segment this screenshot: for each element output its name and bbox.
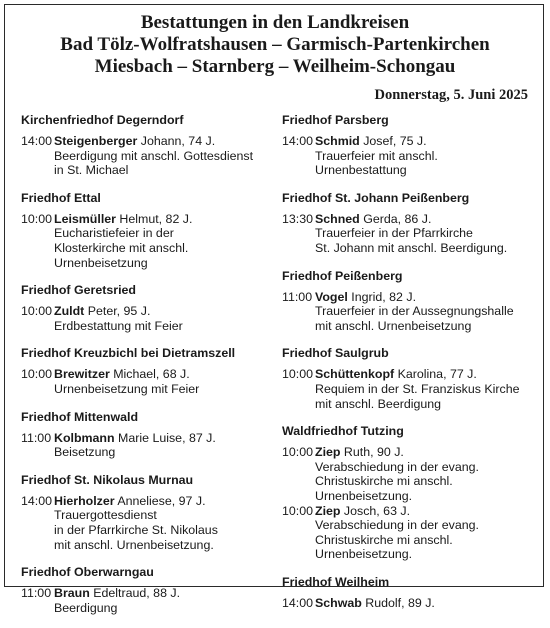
entry-given-age: Karolina, 77 J. xyxy=(394,367,477,382)
notice-date: Donnerstag, 5. Juni 2025 xyxy=(374,87,528,103)
entry-surname: Steigenberger xyxy=(54,134,138,148)
entry-given-age: Josch, 63 J. xyxy=(340,503,411,518)
entry-main-line xyxy=(282,445,537,460)
entry-name xyxy=(54,367,190,382)
entry-detail: Trauerfeier in der Pfarrkirche xyxy=(315,226,473,241)
entry-name xyxy=(54,212,192,227)
entry-detail: Requiem in der St. Franziskus Kirche xyxy=(315,381,520,396)
entry-main-line xyxy=(21,134,271,149)
entry-detail: Trauerfeier mit anschl. xyxy=(315,148,438,163)
entry-time: 13:30 xyxy=(282,211,314,226)
entry-main-line xyxy=(21,304,271,319)
cemetery-name: Friedhof Mittenwald xyxy=(21,409,139,424)
entry-given-age: Ingrid, 82 J. xyxy=(347,289,417,304)
entry-detail: Urnenbeisetzung xyxy=(54,255,148,270)
cemetery-block xyxy=(21,283,271,333)
cemetery-name: Friedhof Oberwarngau xyxy=(21,565,154,580)
right-column xyxy=(282,113,537,623)
entry-main-line xyxy=(21,586,271,601)
entry-main-line xyxy=(21,212,271,227)
burial-entry xyxy=(21,586,271,615)
cemetery-name: Waldfriedhof Tutzing xyxy=(282,424,404,439)
entry-detail: St. Johann mit anschl. Beerdigung. xyxy=(315,240,508,255)
entry-given-age: Anneliese, 97 J. xyxy=(114,493,206,508)
burial-entry xyxy=(282,367,537,411)
burial-entry xyxy=(282,134,537,178)
cemetery-name: Friedhof Parsberg xyxy=(282,113,389,127)
entry-main-line xyxy=(282,596,537,611)
entry-time: 11:00 xyxy=(21,586,52,601)
entry-detail: Christuskirche mi anschl. xyxy=(315,474,453,489)
burial-entry xyxy=(282,212,537,256)
cemetery-name: Friedhof St. Nikolaus Murnau xyxy=(21,472,194,487)
left-column xyxy=(21,113,271,628)
burial-entry xyxy=(282,504,537,562)
entry-detail: Verabschiedung in der evang. xyxy=(315,518,479,533)
entry-given-age: Peter, 95 J. xyxy=(84,304,151,319)
entry-time: 14:00 xyxy=(21,493,53,508)
entry-surname: Kolbmann xyxy=(54,430,115,445)
header-line: Bestattungen in den Landkreisen xyxy=(140,12,410,33)
entry-main-line xyxy=(282,212,537,227)
burial-entry xyxy=(21,304,271,333)
entry-surname: Schmid xyxy=(315,134,360,148)
entry-detail: mit anschl. Urnenbeisetzung xyxy=(315,318,472,333)
entry-detail: Verabschiedung in der evang. xyxy=(315,459,479,474)
entry-time: 10:00 xyxy=(21,211,53,226)
entry-main-line xyxy=(21,431,271,446)
cemetery-block xyxy=(282,113,537,178)
cemetery-block xyxy=(21,191,271,270)
cemetery-name: Friedhof St. Johann Peißenberg xyxy=(282,190,470,205)
cemetery-name: Kirchenfriedhof Degerndorf xyxy=(21,113,184,127)
notice-header xyxy=(0,12,550,78)
cemetery-block xyxy=(21,346,271,396)
entry-detail: Beerdigung xyxy=(54,600,118,615)
entry-name xyxy=(315,445,404,460)
entry-detail: Trauergottesdienst xyxy=(54,508,157,523)
entry-given-age: Marie Luise, 87 J. xyxy=(114,430,216,445)
entry-name xyxy=(315,367,477,382)
entry-surname: Zuldt xyxy=(54,304,85,319)
entry-detail: mit anschl. Urnenbeisetzung. xyxy=(54,537,214,552)
cemetery-block xyxy=(21,113,271,178)
entry-detail: Urnenbestattung xyxy=(315,163,407,178)
entry-main-line xyxy=(21,494,271,509)
entry-main-line xyxy=(282,134,537,149)
entry-main-line xyxy=(282,367,537,382)
entry-given-age: Rudolf, 89 J. xyxy=(361,595,435,610)
entry-detail: Beisetzung xyxy=(54,445,116,460)
entry-surname: Ziep xyxy=(315,445,341,460)
cemetery-name: Friedhof Saulgrub xyxy=(282,346,389,361)
burial-entry xyxy=(282,596,537,611)
entry-name xyxy=(315,212,431,227)
entry-surname: Leismüller xyxy=(54,211,116,226)
entry-detail: in der Pfarrkirche St. Nikolaus xyxy=(54,522,218,537)
entry-surname: Schned xyxy=(315,211,360,226)
entry-name xyxy=(54,134,215,149)
entry-time: 14:00 xyxy=(21,134,53,148)
entry-main-line xyxy=(282,290,537,305)
entry-name xyxy=(54,494,206,509)
entry-time: 10:00 xyxy=(282,503,314,518)
entry-detail: Eucharistiefeier in der xyxy=(54,226,174,241)
burial-entry xyxy=(21,367,271,396)
burial-entry xyxy=(21,212,271,270)
cemetery-name: Friedhof Weilheim xyxy=(282,574,390,589)
cemetery-block xyxy=(282,424,537,562)
burial-entry xyxy=(282,445,537,503)
cemetery-name: Friedhof Geretsried xyxy=(21,283,136,298)
entry-detail: mit anschl. Beerdigung xyxy=(315,396,442,411)
header-line: Bad Tölz-Wolfratshausen – Garmisch-Partenkirchen xyxy=(60,34,490,55)
entry-time: 10:00 xyxy=(21,304,53,319)
burial-entry xyxy=(21,134,271,178)
entry-given-age: Johann, 74 J. xyxy=(137,134,216,148)
entry-name xyxy=(315,290,416,305)
cemetery-block xyxy=(21,473,271,552)
entry-detail: Beerdigung mit anschl. Gottesdienst xyxy=(54,148,254,163)
cemetery-block xyxy=(282,191,537,256)
entry-surname: Brewitzer xyxy=(54,367,110,382)
entry-detail: Christuskirche mi anschl. xyxy=(315,532,453,547)
entry-name xyxy=(54,304,150,319)
entry-name xyxy=(315,134,427,149)
cemetery-block xyxy=(21,410,271,460)
entry-surname: Schwab xyxy=(315,595,362,610)
entry-detail: Urnenbeisetzung. xyxy=(315,488,413,503)
header-line: Miesbach – Starnberg – Weilheim-Schongau xyxy=(94,56,456,77)
entry-given-age: Josef, 75 J. xyxy=(359,134,427,148)
entry-given-age: Michael, 68 J. xyxy=(109,367,190,382)
entry-detail: Erdbestattung mit Feier xyxy=(54,318,183,333)
entry-detail: Urnenbeisetzung. xyxy=(315,547,413,562)
entry-surname: Hierholzer xyxy=(54,493,115,508)
entry-surname: Vogel xyxy=(315,289,348,304)
entry-detail: in St. Michael xyxy=(54,163,129,178)
entry-name xyxy=(315,504,410,519)
entry-detail: Urnenbeisetzung mit Feier xyxy=(54,381,200,396)
cemetery-block xyxy=(282,346,537,411)
entry-main-line xyxy=(21,367,271,382)
entry-time: 14:00 xyxy=(282,134,314,148)
entry-time: 11:00 xyxy=(21,430,52,445)
entry-surname: Schüttenkopf xyxy=(315,367,395,382)
entry-time: 11:00 xyxy=(282,289,313,304)
cemetery-block xyxy=(21,565,271,615)
entry-surname: Braun xyxy=(54,586,90,601)
cemetery-name: Friedhof Ettal xyxy=(21,190,101,205)
entry-name xyxy=(54,431,216,446)
entry-time: 10:00 xyxy=(21,367,53,382)
entry-surname: Ziep xyxy=(315,503,341,518)
entry-detail: Klosterkirche mit anschl. xyxy=(54,240,189,255)
entry-time: 10:00 xyxy=(282,367,314,382)
entry-time: 10:00 xyxy=(282,445,314,460)
burial-entry xyxy=(21,494,271,552)
entry-given-age: Helmut, 82 J. xyxy=(115,211,193,226)
entry-given-age: Gerda, 86 J. xyxy=(359,211,432,226)
entry-name xyxy=(54,586,180,601)
entry-detail: Trauerfeier in der Aussegnungshalle xyxy=(315,304,514,319)
entry-time: 14:00 xyxy=(282,595,314,610)
entry-given-age: Ruth, 90 J. xyxy=(340,445,404,460)
cemetery-name: Friedhof Kreuzbichl bei Dietramszell xyxy=(21,346,236,361)
entry-given-age: Edeltraud, 88 J. xyxy=(89,586,181,601)
burial-entry xyxy=(282,290,537,334)
entry-main-line xyxy=(282,504,537,519)
cemetery-block xyxy=(282,269,537,334)
cemetery-name: Friedhof Peißenberg xyxy=(282,268,403,283)
entry-name xyxy=(315,596,435,611)
burial-entry xyxy=(21,431,271,460)
